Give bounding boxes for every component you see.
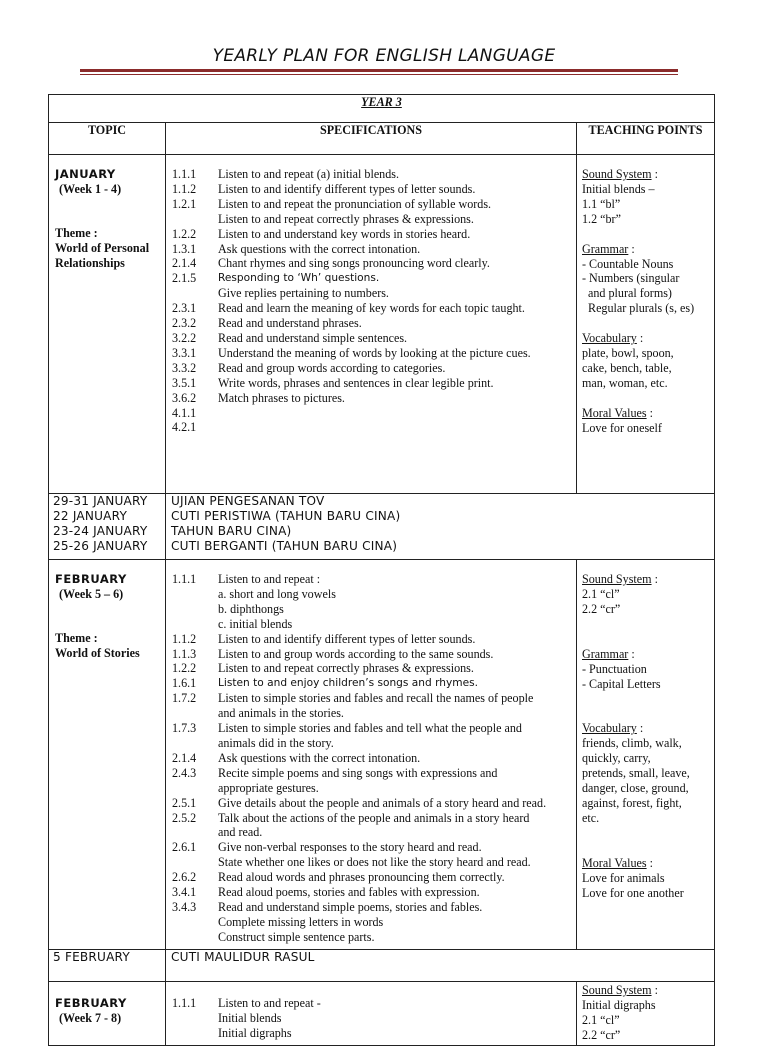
spec-item	[166, 930, 576, 945]
spec-item	[166, 870, 576, 885]
spec-code: 3.2.2	[172, 330, 197, 345]
theme-line: World of Personal	[55, 240, 150, 255]
holiday-name: CUTI PERISTIWA (TAHUN BARU CINA)	[171, 508, 401, 523]
spec-item	[166, 766, 576, 781]
spec-item	[166, 915, 576, 930]
moral-values-heading: Moral Values	[582, 405, 647, 420]
spec-text: Initial digraphs	[218, 1025, 292, 1040]
spec-text: Listen to and repeat -	[218, 996, 321, 1010]
spec-text: Initial blends	[218, 1010, 282, 1025]
spec-text: Read aloud words and phrases pronouncing them correctly.	[218, 870, 505, 885]
spec-code: 3.4.1	[172, 885, 197, 900]
holiday-name: TAHUN BARU CINA)	[171, 523, 292, 538]
spec-text: Understand the meaning of words by looking at the picture cues.	[218, 345, 531, 360]
holiday-name: CUTI BERGANTI (TAHUN BARU CINA)	[171, 538, 398, 553]
january-specs-cell	[166, 155, 577, 494]
spec-text: Listen to and repeat :	[218, 572, 321, 586]
document-title: YEARLY PLAN FOR ENGLISH LANGUAGE	[212, 46, 556, 66]
spec-item	[166, 751, 576, 766]
spec-item	[166, 885, 576, 900]
theme-label: Theme :	[55, 630, 98, 645]
spec-code	[166, 1026, 218, 1041]
teaching-point-line: - Capital Letters	[582, 676, 661, 691]
spec-code: 1.1.1	[172, 996, 197, 1010]
january-topic-cell	[49, 155, 166, 494]
year-heading: YEAR 3	[49, 95, 715, 123]
spec-code: 1.1.1	[172, 572, 197, 586]
spec-text: Read and understand simple poems, stories and fables.	[218, 899, 483, 914]
february-teaching-points: Sound System : Initial digraphs 2.1 “cl” 2.2 “cr”	[577, 982, 715, 1046]
spec-text: c. initial blends	[218, 616, 293, 631]
weeks-label: (Week 1 - 4)	[59, 182, 122, 196]
month-label: FEBRUARY	[55, 996, 127, 1010]
teaching-point-line: - Numbers (singular	[582, 271, 680, 286]
spec-text: Ask questions with the correct intonation.	[218, 241, 421, 256]
yearly-plan-table	[48, 94, 715, 1046]
column-header-row	[49, 123, 715, 155]
holiday-name: UJIAN PENGESANAN TOV	[171, 494, 325, 508]
spec-code: 1.1.1	[172, 167, 197, 181]
spec-text: Listen to and identify different types of letter sounds.	[218, 181, 476, 196]
teaching-point-line: plate, bowl, spoon,	[582, 346, 674, 361]
teaching-point-line: 2.1 “cl”	[582, 586, 620, 601]
spec-text: appropriate gestures.	[218, 780, 319, 795]
spec-item	[166, 617, 576, 632]
spec-code: 2.1.5	[172, 271, 197, 286]
holiday-date: 23-24 JANUARY	[53, 523, 148, 538]
spec-item	[166, 391, 576, 406]
spec-item	[166, 825, 576, 840]
teaching-point-line: pretends, small, leave,	[582, 766, 690, 781]
spec-text: Read and learn the meaning of key words for each topic taught.	[218, 301, 525, 316]
teaching-point-line: 2.2 “cr”	[582, 1027, 621, 1042]
spec-item	[166, 587, 576, 602]
spec-text: Listen to and enjoy children’s songs and rhymes.	[218, 677, 478, 690]
spec-code: 1.6.1	[172, 676, 197, 691]
spec-code: 2.1.4	[172, 256, 197, 271]
teaching-point-line: friends, climb, walk,	[582, 736, 682, 751]
february-teaching-points: Sound System : 2.1 “cl” 2.2 “cr” Grammar : - Punctuation - Capital Letters Vocabulary : friends, climb, walk, quickly, carry, pretends, small, leave, danger, close, ground, against, forest, fight, etc. Moral Values : Love for animals Love for one another	[577, 560, 715, 950]
spec-text: Listen to and repeat correctly phrases & expressions.	[218, 211, 474, 226]
holiday-row	[49, 950, 715, 982]
title-underline-thick	[80, 69, 678, 72]
spec-code	[166, 286, 218, 301]
spec-item	[166, 811, 576, 826]
spec-item	[166, 256, 576, 271]
teaching-point-line: Initial blends –	[582, 181, 655, 196]
sound-system-heading: Sound System	[582, 572, 652, 586]
spec-text: animals did in the story.	[218, 735, 334, 750]
spec-item	[166, 721, 576, 736]
spec-code: 3.3.1	[172, 345, 197, 360]
vocabulary-heading: Vocabulary	[582, 331, 637, 346]
spec-text: Listen to and understand key words in stories heard.	[218, 226, 471, 241]
theme-line: Relationships	[55, 255, 125, 270]
spec-code: 1.2.2	[172, 661, 197, 676]
spec-item	[166, 706, 576, 721]
teaching-point-line: and plural forms)	[588, 286, 672, 301]
spec-code	[166, 602, 218, 617]
spec-code: 2.1.4	[172, 750, 197, 765]
teaching-point-line: - Countable Nouns	[582, 256, 674, 271]
january-row	[49, 155, 715, 494]
spec-code	[166, 706, 218, 721]
teaching-point-line: Love for animals	[582, 870, 665, 885]
holiday-date: 22 JANUARY	[53, 508, 128, 523]
spec-text: Write words, phrases and sentences in clear legible print.	[218, 375, 494, 390]
spec-code: 4.2.1	[172, 420, 197, 435]
spec-text: Talk about the actions of the people and animals in a story heard	[218, 810, 530, 825]
teaching-point-line: Regular plurals (s, es)	[588, 301, 695, 316]
grammar-heading: Grammar	[582, 241, 629, 256]
spec-item	[166, 376, 576, 391]
spec-text	[218, 406, 576, 421]
spec-item	[166, 736, 576, 751]
spec-item	[166, 331, 576, 346]
teaching-point-line: quickly, carry,	[582, 751, 651, 766]
spec-text: Give details about the people and animals of a story heard and read.	[218, 795, 547, 810]
february-topic-cell	[49, 982, 166, 1046]
february-specs-cell	[166, 560, 577, 950]
spec-text: Construct simple sentence parts.	[218, 929, 375, 944]
teaching-point-line: 2.2 “cr”	[582, 601, 621, 616]
teaching-point-line: cake, bench, table,	[582, 360, 672, 375]
spec-item	[166, 316, 576, 331]
spec-item	[166, 286, 576, 301]
spec-item	[166, 676, 576, 691]
spec-code	[166, 825, 218, 840]
spec-list	[166, 167, 576, 435]
spec-item	[166, 840, 576, 855]
spec-list	[166, 996, 576, 1041]
spec-item	[166, 661, 576, 676]
spec-code	[166, 781, 218, 796]
spec-code	[166, 617, 218, 632]
sound-system-heading: Sound System	[582, 167, 652, 181]
february-specs-cell	[166, 982, 577, 1046]
spec-code: 1.2.2	[172, 226, 197, 241]
spec-text: Recite simple poems and sing songs with expressions and	[218, 765, 498, 780]
spec-code: 3.4.3	[172, 899, 197, 914]
february-topic-cell	[49, 560, 166, 950]
sound-system-heading: Sound System	[582, 983, 652, 997]
holiday-dates-cell	[49, 494, 166, 560]
spec-code	[166, 855, 218, 870]
spec-item	[166, 691, 576, 706]
spec-text: Read and group words according to categories.	[218, 360, 446, 375]
spec-code: 1.7.3	[172, 721, 197, 736]
holiday-names-cell	[166, 494, 715, 560]
title-underline-thin	[80, 74, 678, 75]
spec-item	[166, 271, 576, 286]
spec-item	[166, 572, 576, 587]
spec-code	[166, 587, 218, 602]
spec-code: 2.3.1	[172, 301, 197, 316]
spec-text: Read and understand simple sentences.	[218, 330, 408, 345]
spec-text: Match phrases to pictures.	[218, 390, 345, 405]
spec-item	[166, 361, 576, 376]
teaching-points-header: TEACHING POINTS	[577, 123, 715, 155]
spec-code: 2.5.2	[172, 810, 197, 825]
teaching-point-line: - Punctuation	[582, 661, 647, 676]
spec-code: 1.1.3	[172, 646, 197, 661]
topic-header: TOPIC	[49, 123, 166, 155]
spec-item	[166, 1026, 576, 1041]
spec-code: 3.6.2	[172, 390, 197, 405]
spec-text: Complete missing letters in words	[218, 914, 384, 929]
spec-item	[166, 301, 576, 316]
spec-code: 2.6.2	[172, 870, 197, 885]
spec-code: 1.3.1	[172, 241, 197, 256]
weeks-label: (Week 7 - 8)	[59, 1011, 122, 1025]
spec-text: a. short and long vowels	[218, 586, 336, 601]
spec-text: Listen to and repeat (a) initial blends.	[218, 167, 400, 181]
teaching-point-line: 2.1 “cl”	[582, 1012, 620, 1027]
spec-code: 4.1.1	[172, 405, 197, 420]
spec-text: Listen to and group words according to the same sounds.	[218, 646, 494, 661]
spec-text: State whether one likes or does not like the story heard and read.	[218, 855, 531, 870]
spec-item	[166, 632, 576, 647]
spec-item	[166, 602, 576, 617]
spec-text: Read and understand phrases.	[218, 316, 362, 331]
theme-line: World of Stories	[55, 645, 140, 660]
spec-code	[166, 736, 218, 751]
spec-text: b. diphthongs	[218, 601, 284, 616]
theme-block	[55, 226, 165, 271]
spec-text: Listen to simple stories and fables and tell what the people and	[218, 721, 522, 736]
spec-item	[166, 346, 576, 361]
spec-text: Listen to and repeat correctly phrases & expressions.	[218, 661, 474, 676]
teaching-point-line: man, woman, etc.	[582, 375, 668, 390]
teaching-point-line: danger, close, ground,	[582, 781, 689, 796]
specifications-header: SPECIFICATIONS	[166, 123, 577, 155]
theme-label: Theme :	[55, 225, 98, 240]
spec-item	[166, 796, 576, 811]
spec-item	[166, 996, 576, 1011]
teaching-point-line: Love for oneself	[582, 420, 662, 435]
spec-code: 2.4.3	[172, 765, 197, 780]
theme-block	[55, 631, 165, 661]
spec-item	[166, 197, 576, 212]
spec-text: Listen to and identify different types of letter sounds.	[218, 631, 476, 646]
spec-item	[166, 855, 576, 870]
month-label: JANUARY	[55, 167, 116, 181]
spec-text: Give replies pertaining to numbers.	[218, 286, 389, 301]
teaching-point-line: Love for one another	[582, 885, 684, 900]
spec-item	[166, 647, 576, 662]
spec-code: 2.3.2	[172, 316, 197, 331]
spec-code: 1.1.2	[172, 631, 197, 646]
holiday-date: 5 FEBRUARY	[49, 950, 166, 982]
grammar-heading: Grammar	[582, 646, 629, 661]
spec-code: 1.7.2	[172, 691, 197, 706]
spec-text: Read aloud poems, stories and fables with expression.	[218, 885, 480, 900]
spec-text: Chant rhymes and sing songs pronouncing word clearly.	[218, 256, 490, 271]
spec-item	[166, 182, 576, 197]
weeks-label: (Week 5 – 6)	[59, 587, 124, 601]
spec-item	[166, 212, 576, 227]
spec-item	[166, 167, 576, 182]
spec-item	[166, 420, 576, 435]
month-label: FEBRUARY	[55, 572, 127, 586]
february-row	[49, 560, 715, 950]
spec-code	[166, 915, 218, 930]
spec-list	[166, 572, 576, 945]
holiday-row	[49, 494, 715, 560]
january-teaching-points: Sound System : Initial blends – 1.1 “bl” 1.2 “br” Grammar : - Countable Nouns - Numbers (singular and plural forms) Regular plurals (s, es) Vocabulary : plate, bowl, spoon, cake, bench, table, man, woman, etc. Moral Values : Love for oneself	[577, 155, 715, 494]
teaching-point-line: 1.2 “br”	[582, 211, 621, 226]
spec-code: 1.2.1	[172, 196, 197, 211]
teaching-point-line: against, forest, fight,	[582, 795, 682, 810]
spec-code: 2.6.1	[172, 840, 197, 855]
spec-code	[166, 930, 218, 945]
teaching-point-line: Initial digraphs	[582, 997, 656, 1012]
spec-item	[166, 900, 576, 915]
spec-code: 3.5.1	[172, 375, 197, 390]
spec-text	[218, 420, 576, 435]
spec-item	[166, 781, 576, 796]
spec-code: 3.3.2	[172, 360, 197, 375]
teaching-point-line: 1.1 “bl”	[582, 196, 621, 211]
february-row	[49, 982, 715, 1046]
spec-item	[166, 406, 576, 421]
spec-text: Responding to ‘Wh’ questions.	[218, 272, 380, 285]
spec-text: Listen to and repeat the pronunciation of syllable words.	[218, 196, 492, 211]
spec-text: and animals in the stories.	[218, 706, 344, 721]
spec-text: Listen to simple stories and fables and recall the names of people	[218, 691, 534, 706]
holiday-date: 29-31 JANUARY	[53, 494, 148, 508]
holiday-date: 25-26 JANUARY	[53, 538, 148, 553]
holiday-name: CUTI MAULIDUR RASUL	[166, 950, 715, 982]
vocabulary-heading: Vocabulary	[582, 721, 637, 736]
spec-code: 2.5.1	[172, 795, 197, 810]
spec-text: Give non-verbal responses to the story heard and read.	[218, 840, 482, 855]
spec-code: 1.1.2	[172, 181, 197, 196]
spec-code	[166, 212, 218, 227]
spec-text: and read.	[218, 825, 263, 840]
spec-text: Ask questions with the correct intonation.	[218, 750, 421, 765]
moral-values-heading: Moral Values	[582, 855, 647, 870]
spec-item	[166, 227, 576, 242]
spec-item	[166, 242, 576, 257]
teaching-point-line: etc.	[582, 810, 600, 825]
